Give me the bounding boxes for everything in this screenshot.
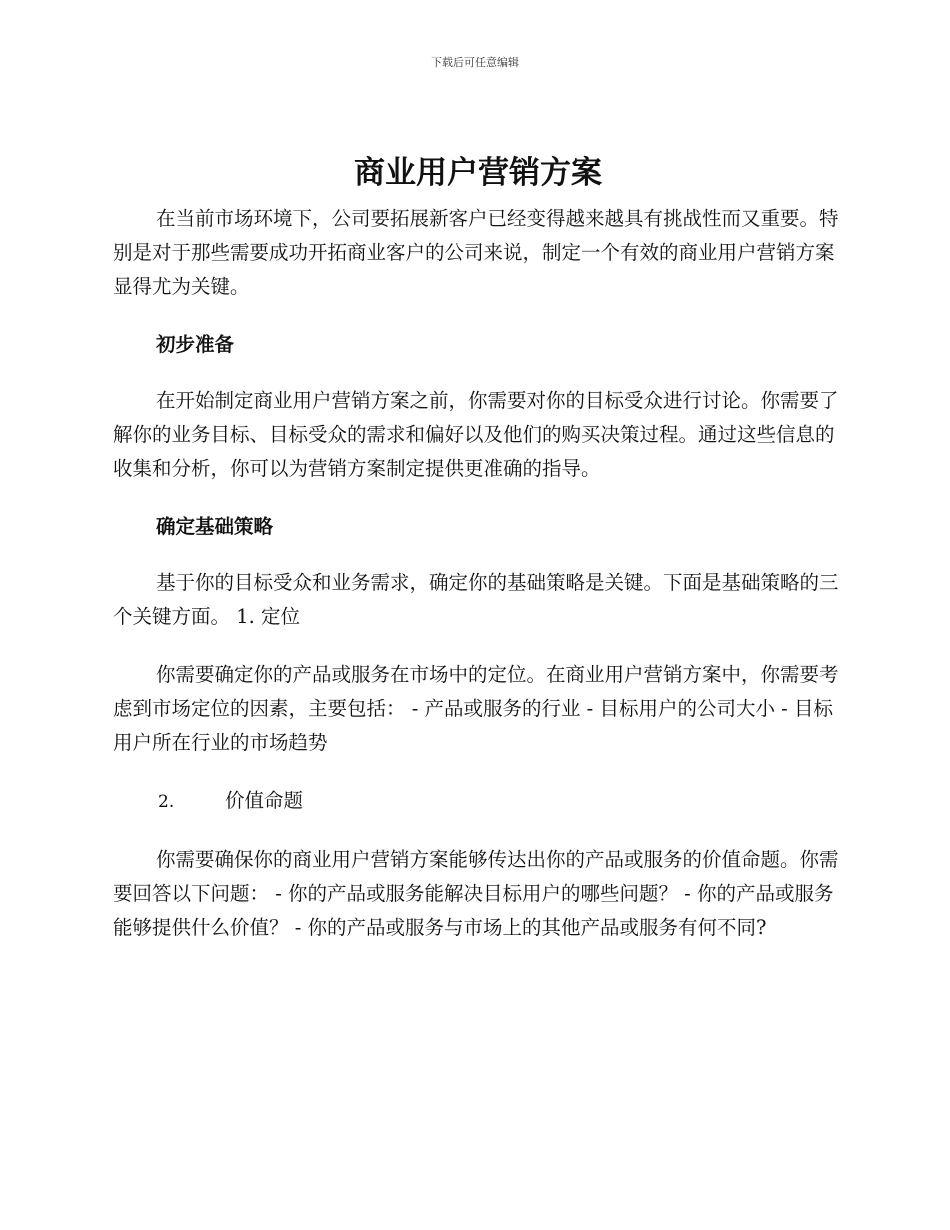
positioning-paragraph: 你需要确定你的产品或服务在市场中的定位。在商业用户营销方案中，你需要考虑到市场定位的因素，主要包括： - 产品或服务的行业 - 目标用户的公司大小 - 目标用户所在行业的市场趋势 [113,663,839,754]
document-body [113,150,843,969]
header-note: 下载后可任意编辑 [431,56,519,69]
document-title: 商业用户营销方案 [354,155,602,191]
numbered-item-value-proposition [113,784,843,819]
value-proposition-paragraph: 你需要确保你的商业用户营销方案能够传达出你的产品或服务的价值命题。你需要回答以下问题： - 你的产品或服务能解决目标用户的哪些问题？ - 你的产品或服务能够提供什么价值？ - 你的产品或服务与市场上的其他产品或服务有何不同? [113,848,839,939]
strategy-paragraph: 基于你的目标受众和业务需求，确定你的基础策略是关键。下面是基础策略的三个关键方面。 1. 定位 [113,571,839,628]
item-label: 价值命题 [225,789,304,812]
preparation-paragraph: 在开始制定商业用户营销方案之前，你需要对你的目标受众进行讨论。你需要了解你的业务目标、目标受众的需求和偏好以及他们的购买决策过程。通过这些信息的收集和分析，你可以为营销方案制定提供更准确的指导。 [113,389,839,480]
section-heading-strategy: 确定基础策略 [156,515,274,538]
section-heading-preparation: 初步准备 [156,333,235,356]
item-number: 2. [158,792,175,812]
intro-paragraph: 在当前市场环境下，公司要拓展新客户已经变得越来越具有挑战性而又重要。特别是对于那些需要成功开拓商业客户的公司来说，制定一个有效的商业用户营销方案显得尤为关键。 [113,207,839,298]
